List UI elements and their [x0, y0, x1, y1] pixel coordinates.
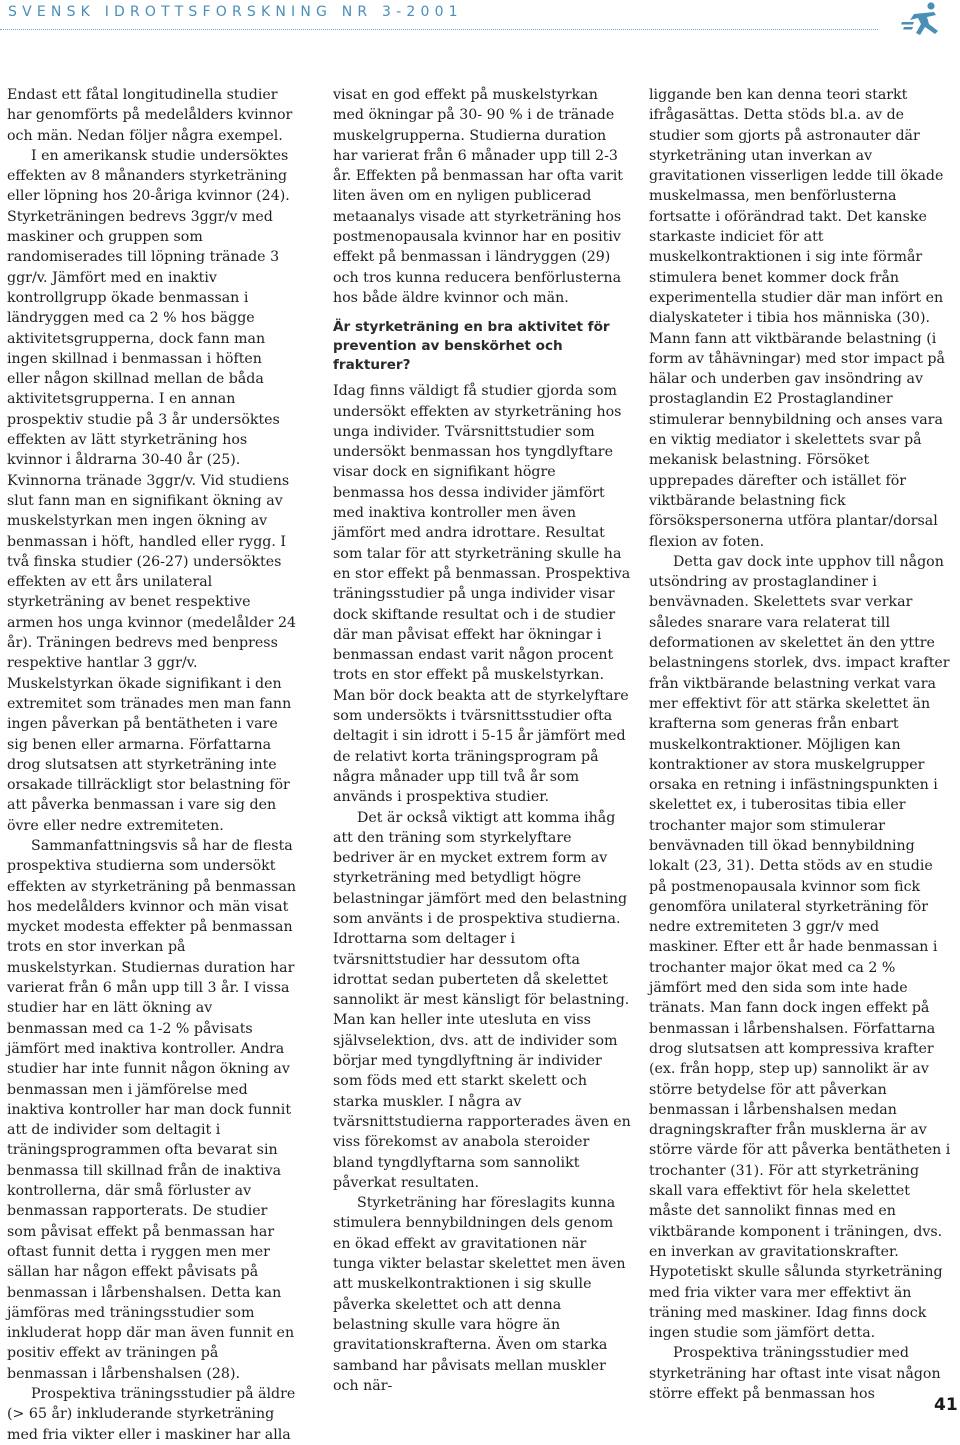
paragraph: Sammanfattningsvis så har de flesta prospektiva studierna som undersökt effekten av styrketräning på benmassan hos medelålders kvinnor och män visat mycket modesta effekter på benmassan trots en stor inverkan på muskelstyrkan. Studiernas duration har varierat från 6 mån upp till 3 år. I vissa studier har en lätt ökning av benmassan med ca 1-2 % påvisats jämfört med inaktiva kontroller. Andra studier har inte funnit någon ökning av benmassan men i jämförelse med inaktiva kontroller har man dock funnit att de individer som deltagit i träningsprogrammen ofta bevarat sin benmassa till skillnad från de inaktiva kontrollerna, där små förluster av benmassan rapporterats. De studier som påvisat effekt på benmassan har oftast funnit detta i ryggen men mer sällan har någon effekt påvisats på benmassan i lårbenshalsen. Detta kan jämföras med träningsstudier som inkluderat hopp där man även funnit en positiv effekt av träningen på benmassan i lårbenshalsen (28). — [7, 837, 297, 1382]
text-column-2 — [333, 85, 631, 1396]
paragraph: visat en god effekt på muskelstyrkan med ökningar på 30- 90 % i de tränade muskelgrupperna. Studierna duration har varierat från 6 månader upp till 2-3 år. Effekten på benmassan har ofta varit liten även om en nyligen publicerad metaanalys visade att styrketräning hos postmenopausala kvinnor har en positiv effekt på benmassan i ländryggen (29) och tros kunna reducera benförlusterna hos både äldre kvinnor och män. — [333, 87, 623, 306]
text-column-3 — [649, 85, 952, 1404]
section-heading: Är styrketräning en bra aktivitet för prevention av benskörhet och frakturer? — [333, 319, 610, 374]
paragraph: Styrketräning har föreslagits kunna stimulera bennybildningen dels genom en ökad effekt av gravitationen när tunga vikter belastar skelettet men även att muskelkontraktionen i sig skulle påverka skelettet och att denna belastning skulle vara högre än gravitationskrafterna. Även om starka samband har påvisats mellan muskler och när- — [333, 1195, 626, 1394]
runner-logo-icon — [900, 0, 948, 40]
text-column-1 — [7, 85, 297, 1445]
paragraph: I en amerikansk studie undersöktes effekten av 8 månanders styrketräning eller löpning hos 20-åriga kvinnor (24). Styrketräningen bedrevs 3ggr/v med maskiner och gruppen som randomiserades till löpning tränade 3 ggr/v. Jämfört med en inaktiv kontrollgrupp ökade benmassan i ländryggen med ca 2 % hos bägge aktivitetsgrupperna, dock fann man ingen skillnad i benmassan i höften eller någon skillnad mellan de båda aktivitetsgrupperna. I en annan prospektiv studie på 3 år undersöktes effekten av lätt styrketräning hos kvinnor i åldrarna 30-40 år (25). Kvinnorna tränade 3ggr/v. Vid studiens slut fann man en signifikant ökning av muskelstyrkan men ingen ökning av benmassan i höft, handled eller rygg. I två finska studier (26-27) undersöktes effekten av ett års unilateral styrketräning av benet respektive armen hos unga kvinnor (medelålder 24 år). Träningen bedrevs med benpress respektive hantlar 3 ggr/v. Muskelstyrkan ökade signifikant i den extremitet som tränades men man fann ingen påverkan på bentätheten i vare sig benen eller armarna. Författarna drog slutsatsen att styrketräning inte orsakade tillräckligt stor belastning för att påverka benmassan i vare sig den övre eller nedre extremiteten. — [7, 147, 297, 834]
page-number: 41 — [934, 1395, 958, 1415]
paragraph: Detta gav dock inte upphov till någon utsöndring av prostaglandiner i benvävnaden. Skelettets svar verkar således snarare vara relaterat till deformationen av skelettet än den yttre belastningens storlek, dvs. impact krafter från viktbärande belastning verkat vara mer effektivt för att stärka skelettet än krafterna som generas från enbart muskelkontraktioner. Möjligen kan kontraktioner av stora muskelgrupper orsaka en retning i infästningspunkten i skelettet ex, i tuberositas tibia eller trochanter major som stimulerar benvävnaden till ökad bennybildning lokalt (23, 31). Detta stöds av en studie på postmenopausala kvinnor som fick genomföra unilateral styrketräning för nedre extremiteten 3 ggr/v med maskiner. Efter ett år hade benmassan i trochanter major ökat med ca 2 % jämfört med den sida som inte hade tränats. Man fann dock ingen effekt på benmassan i lårbenshalsen. Författarna drog slutsatsen att kompressiva krafter (ex. från hopp, step up) sannolikt är av större betydelse för att påverkan benmassan i lårbenshalsen medan dragningskrafter från musklerna är av större värde för att påverka bentätheten i trochanter (31). För att styrketräning skall vara effektivt för hela skelettet måste det sannolikt finnas med en viktbärande komponent i träningen, dvs. en inverkan av gravitationskrafter. Hypotetiskt skulle sålunda styrketräning med fria vikter vara mer effektivt än träning med maskiner. Idag finns dock ingen studie som jämfört detta. — [649, 553, 951, 1342]
paragraph: Idag finns väldigt få studier gjorda som undersökt effekten av styrketräning hos unga individer. Tvärsnittstudier som undersökt benmassan hos tyngdlyftare visar dock en signifikant högre benmassa hos dessa individer jämfört med inaktiva kontroller men även jämfört med andra idrottare. Resultat som talar för att styrketräning skulle ha en stor effekt på benmassan. Prospektiva träningsstudier på unga individer visar dock skiftande resultat och i de studier där man påvisat effekt har ökningar i benmassan endast varit någon procent trots en stor effekt på muskelstyrkan. Man bör dock beakta att de styrkelyftare som undersökts i tvärsnittsstudier ofta deltagit i sin idrott i 5-15 år jämfört med de relativt korta träningsprogram på några månader upp till två år som används i prospektiva studier. — [333, 383, 631, 806]
page-header — [0, 0, 960, 30]
paragraph: Prospektiva träningsstudier på äldre (> 65 år) inkluderande styrketräning med fria vikter eller i maskiner har alla — [7, 1386, 296, 1443]
header-divider — [0, 29, 878, 30]
paragraph: Endast ett fåtal longitudinella studier har genomförts på medelålders kvinnor och män. Nedan följer några exempel. — [7, 87, 293, 144]
paragraph: liggande ben kan denna teori starkt ifrågasättas. Detta stöds bl.a. av de studier som gjorts på astronauter där styrketräning utan inverkan av gravitationen visserligen ledde till ökade muskelmassa, men benförlusterna fortsatte i oförändrad takt. Det kanske starkaste indiciet för att muskelkontraktionen i sig inte förmår stimulera benet kommer dock från experimentella studier där man infört en dialyskateter i tibia hos människa (30). Mann fann att viktbärande belastning (i form av tåhävningar) med stor impact på hälar och underben gav insöndring av prostaglandin E2 Prostaglandiner stimulerar bennybildning och anses vara en viktig mediator i skelettets svar på mekanisk belastning. Försöket upprepades därefter och istället för viktbärande belastning fick försökspersonerna utföra plantar/dorsal flexion av foten. — [649, 87, 945, 550]
paragraph: Prospektiva träningsstudier med styrketräning har oftast inte visat någon större effekt på benmassan hos — [649, 1345, 941, 1402]
paragraph: Det är också viktigt att komma ihåg att den träning som styrkelyftare bedriver är en mycket extrem form av styrketräning med betydligt högre belastningar jämfört med den belastning som använts i de prospektiva studierna. Idrottarna som deltager i tvärsnittstudier har dessutom ofta idrottat sedan puberteten då skelettet sannolikt är mest känsligt för belastning. Man kan heller inte utesluta en viss självselektion, dvs. att de individer som börjar med tyngdlyftning är individer som föds med ett starkt skelett och starka muskler. I några av tvärsnittstudierna rapporterades även en viss förekomst av anabola steroider bland tyngdlyftarna som sannolikt påverkat resultaten. — [333, 809, 631, 1191]
journal-title: SVENSK IDROTTSFORSKNING NR 3-2001 — [8, 4, 463, 20]
